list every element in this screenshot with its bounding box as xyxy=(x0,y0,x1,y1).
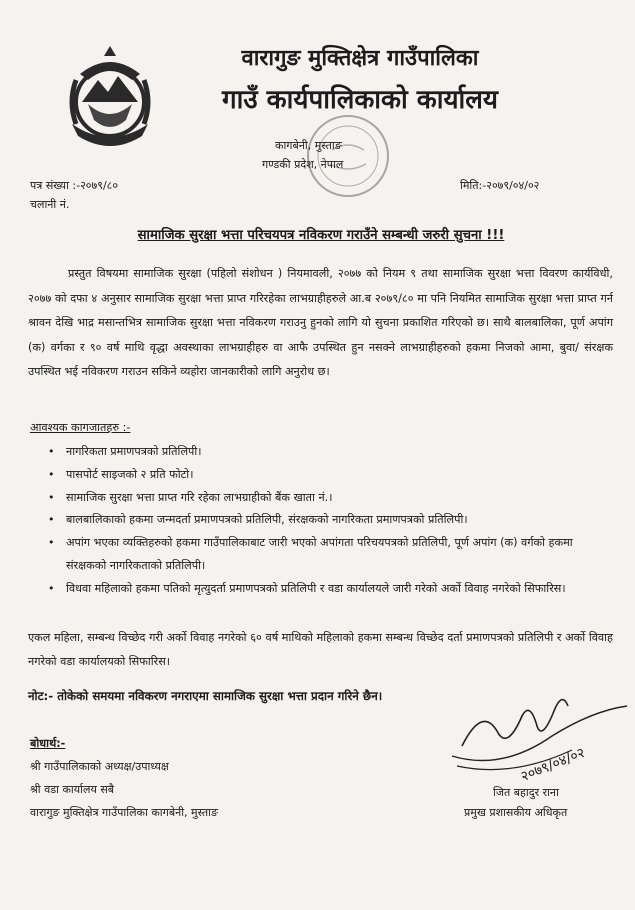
signer-name: जित बहादुर राना xyxy=(493,786,559,799)
list-item-text: बालबालिकाको हकमा जन्मदर्ता प्रमाणपत्रको प्रतिलिपी, संरक्षकको नागरिकता प्रमाणपत्रको प्रतिलिपी। xyxy=(66,513,468,527)
org-name: वारागुङ मुक्तिक्षेत्र गाउँपालिका xyxy=(241,45,479,71)
list-item xyxy=(48,487,608,510)
list-item-text: विधवा महिलाको हकमा पतिको मृत्युदर्ता प्रमाणपत्रको प्रतिलिपी र वडा कार्यालयले जारी गरेको अर्को विवाह नगरेको सिफारिस। xyxy=(66,581,566,595)
letter-date: मिति:-२०७९/०४/०२ xyxy=(460,179,540,192)
bullet-icon: • xyxy=(48,445,55,458)
list-item xyxy=(48,464,608,487)
list-item-text: अपांग भएका व्यक्तिहरुको हकमा गाउँपालिकाबाट जारी भएको अपांगता परिचयपत्रको प्रतिलिपी, पूर्ण अपांग (क) वर्गको हकमा संरक्षकको नागरिकताको प्रतिलिपी। xyxy=(66,536,573,572)
cc-item: श्री वडा कार्यालय सबै xyxy=(30,783,115,796)
notice-subject: सामाजिक सुरक्षा भत्ता परिचयपत्र नविकरण गराउँने सम्बन्धी जरुरी सुचना !!! xyxy=(137,228,505,243)
list-item-text: सामाजिक सुरक्षा भत्ता प्राप्त गरि रहेका लाभग्राहीको बैंक खाता नं.। xyxy=(66,490,333,504)
list-item xyxy=(48,578,608,601)
bullet-icon: • xyxy=(48,513,55,527)
office-name: गाउँ कार्यपालिकाको कार्यालय xyxy=(222,85,498,115)
required-docs-list xyxy=(48,441,608,601)
bullet-icon: • xyxy=(48,581,55,595)
signer-title: प्रमुख प्रशासकीय अधिकृत xyxy=(464,806,568,819)
single-women-paragraph: एकल महिला, सम्बन्ध विच्छेद गरी अर्को विवाह नगरेको ६० वर्ष माथिको महिलाको हकमा सम्बन्ध विच्छेद दर्ता प्रमाणपत्रको प्रतिलिपी र अर्को विवाह नगरेको वडा कार्यालयको सिफारिस। xyxy=(28,631,613,668)
signature-icon xyxy=(442,676,632,786)
list-item-text: पासपोर्ट साइजको २ प्रति फोटो। xyxy=(66,467,194,481)
address-line1: कागबेनी, मुस्ताङ xyxy=(275,139,342,152)
signature-date: २०७९/०४/०२ xyxy=(518,744,588,786)
list-item xyxy=(48,509,608,532)
required-docs-heading: आवश्यक कागजातहरु :- xyxy=(30,421,131,434)
list-item xyxy=(48,532,608,578)
list-item-text: नागरिकता प्रमाणपत्रको प्रतिलिपी। xyxy=(66,445,202,458)
cc-heading: बोधार्थ:- xyxy=(30,737,66,750)
office-stamp-icon xyxy=(302,110,394,202)
dispatch-number: चलानी नं. xyxy=(30,198,70,211)
cc-item: वारागुङ मुक्तिक्षेत्र गाउँपालिका कागबेनी, मुस्ताङ xyxy=(30,806,219,819)
cc-item: श्री गाउँपालिकाको अध्यक्ष/उपाध्यक्ष xyxy=(30,760,169,773)
bullet-icon: • xyxy=(48,536,55,550)
body-paragraph: प्रस्तुत विषयमा सामाजिक सुरक्षा (पहिलो संशोधन ) नियमावली, २०७७ को नियम ९ तथा सामाजिक सुरक्षा भत्ता विवरण कार्यविधी, २०७७ को दफा ४ अनुसार सामाजिक सुरक्षा भत्ता प्राप्त गरिरहेका लाभग्राहीहरुले आ.ब २०७९/८० मा पनि नियमित सामाजिक सुरक्षा भत्ता प्राप्त गर्न श्रावन देखि भाद्र मसान्तभित्र सामाजिक सुरक्षा भत्ता नविकरण गराउनु हुनको लागि यो सुचना प्रकाशित गरिएको छ। साथै बालबालिका, पूर्ण अपांग (क) वर्गका र ९० वर्ष माथि वृद्धा अवस्थाका लाभग्राहीहरु वा आफै उपस्थित हुन नसक्ने लाभग्राहीहरुको हकमा निजको आमा, बुवा/ संरक्षक उपस्थित भई नविकरण गराउन सकिने व्यहोरा जानकारीको लागि अनुरोध छ। xyxy=(28,267,613,378)
note-text: नोट:- तोकेको समयमा नविकरण नगराएमा सामाजिक सुरक्षा भत्ता प्रदान गरिने छैन। xyxy=(28,689,383,703)
bullet-icon: • xyxy=(48,467,55,481)
bullet-icon: • xyxy=(48,490,55,504)
reference-number: पत्र संख्या :-२०७९/८० xyxy=(30,179,119,192)
list-item xyxy=(48,441,608,464)
address-line2: गण्डकी प्रदेश, नेपाल xyxy=(262,158,344,171)
